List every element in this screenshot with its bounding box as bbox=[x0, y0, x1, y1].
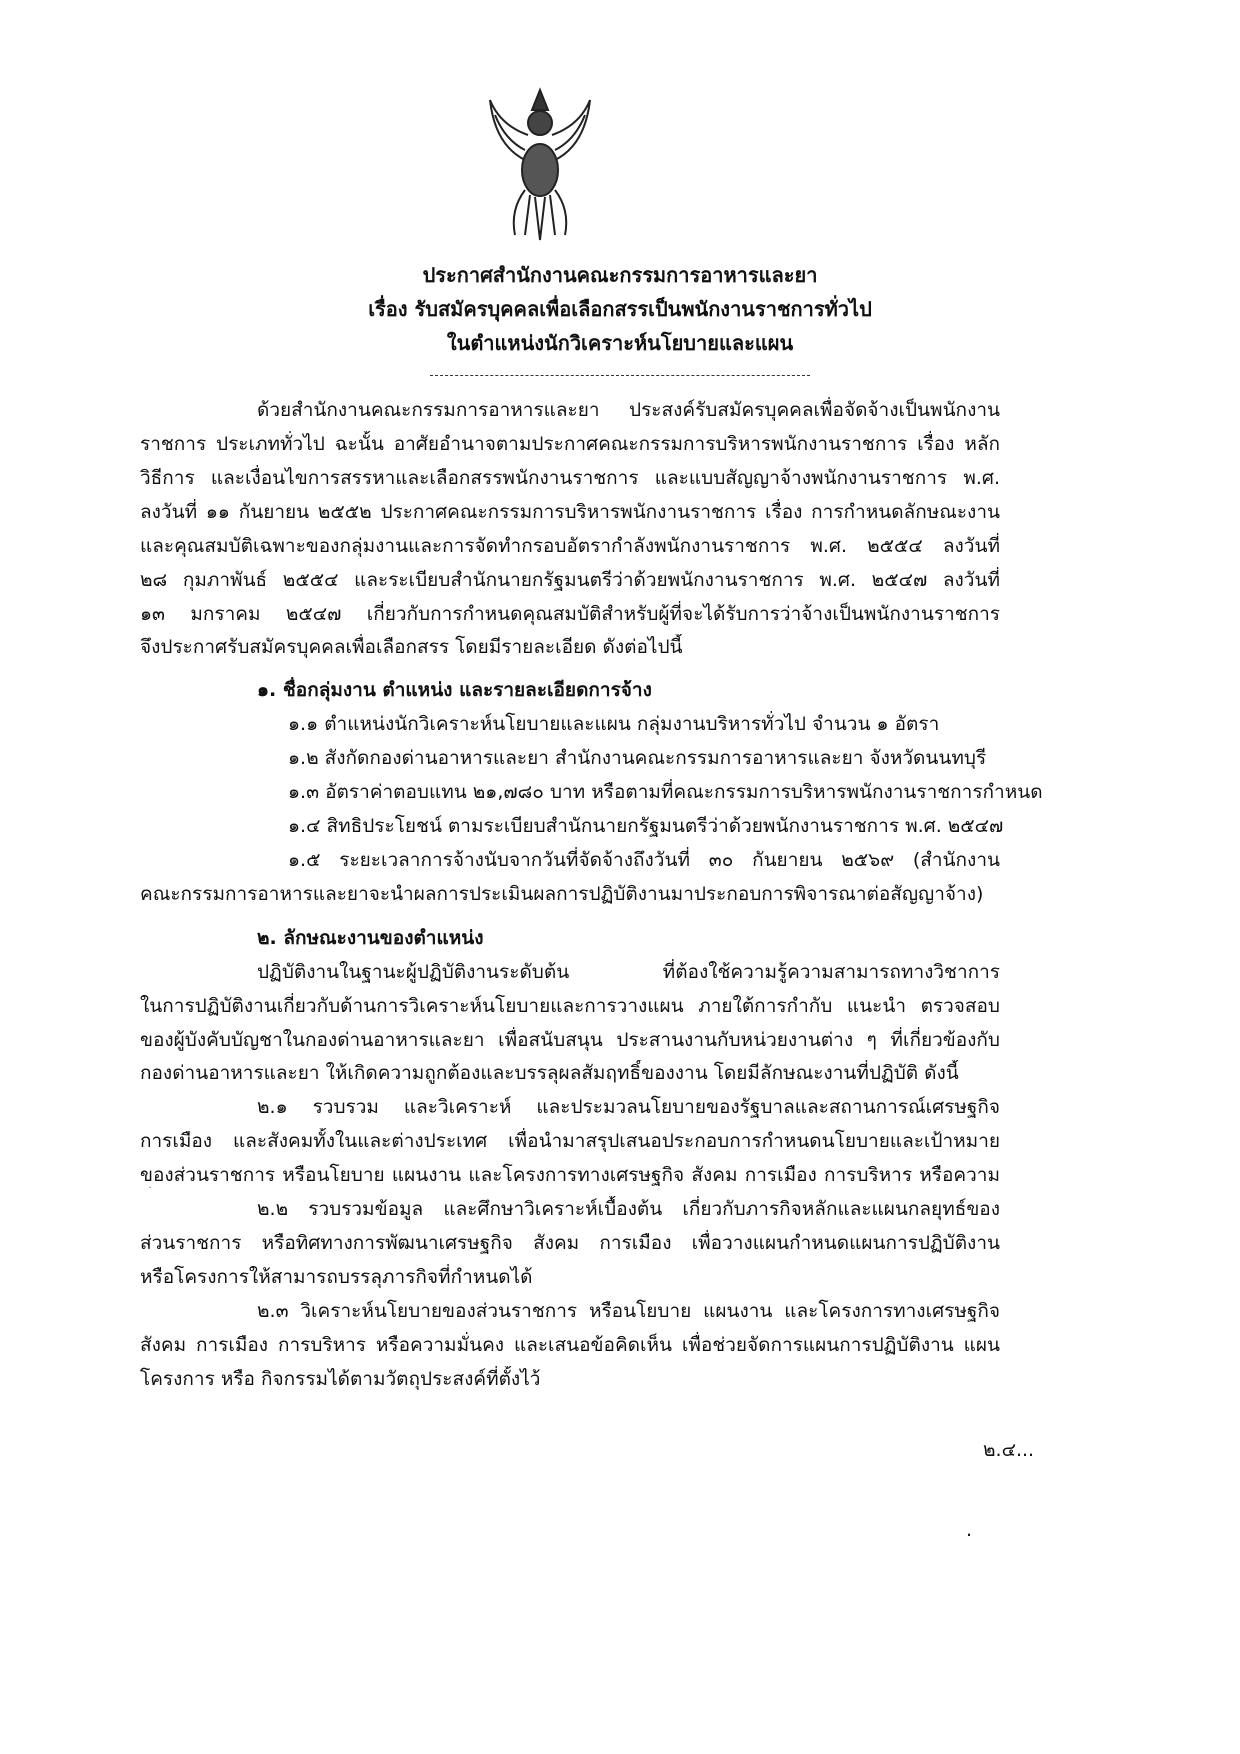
page-mark: . bbox=[966, 1519, 973, 1541]
body-text-line: ในการปฏิบัติงานเกี่ยวกับด้านการวิเคราะห์นโยบายและการวางแผน ภายใต้การกำกับ แนะนำ ตรวจสอบ bbox=[140, 995, 1000, 1017]
body-text-line: วิธีการ และเงื่อนไขการสรรหาและเลือกสรรพนักงานราชการ และแบบสัญญาจ้างพนักงานราชการ พ.ศ. bbox=[140, 467, 1000, 489]
section-heading: ๑. ชื่อกลุ่มงาน ตำแหน่ง และรายละเอียดการจ้าง bbox=[257, 679, 652, 701]
body-text-line: การเมือง และสังคมทั้งในและต่างประเทศ เพื่อนำมาสรุปเสนอประกอบการกำหนดนโยบายและเป้าหมาย bbox=[140, 1130, 1000, 1152]
body-text-line: ด้วยสำนักงานคณะกรรมการอาหารและยา ประสงค์รับสมัครบุคคลเพื่อจัดจ้างเป็นพนักงาน bbox=[257, 399, 1000, 421]
body-text-line: จึงประกาศรับสมัครบุคคลเพื่อเลือกสรร โดยมีรายละเอียด ดังต่อไปนี้ bbox=[140, 636, 683, 658]
body-text-line: ส่วนราชการ หรือทิศทางการพัฒนาเศรษฐกิจ สังคม การเมือง เพื่อวางแผนกำหนดแผนการปฏิบัติงาน bbox=[140, 1232, 1000, 1254]
body-text-line: ๒.๑ รวบรวม และวิเคราะห์ และประมวลนโยบายของรัฐบาลและสถานการณ์เศรษฐกิจ bbox=[257, 1096, 1000, 1118]
page-continuation: ๒.๔... bbox=[983, 1439, 1035, 1461]
divider bbox=[430, 375, 810, 376]
title-line-3: ในตำแหน่งนักวิเคราะห์นโยบายและแผน bbox=[446, 331, 794, 355]
body-text-line: ๑.๓ อัตราค่าตอบแทน ๒๑,๗๘๐ บาท หรือตามที่คณะกรรมการบริหารพนักงานราชการกำหนด bbox=[288, 781, 1043, 803]
body-text-line: ปฏิบัติงานในฐานะผู้ปฏิบัติงานระดับต้น ที่ต้องใช้ความรู้ความสามารถทางวิชาการ bbox=[257, 961, 1000, 983]
body-text-line: คณะกรรมการอาหารและยาจะนำผลการประเมินผลการปฏิบัติงานมาประกอบการพิจารณาต่อสัญญาจ้าง) bbox=[140, 883, 984, 905]
body-text-line: ๑.๕ ระยะเวลาการจ้างนับจากวันที่จัดจ้างถึงวันที่ ๓๐ กันยายน ๒๕๖๙ (สำนักงาน bbox=[288, 849, 1000, 871]
section-heading: ๒. ลักษณะงานของตำแหน่ง bbox=[257, 927, 484, 949]
body-text-line: ๑.๒ สังกัดกองด่านอาหารและยา สำนักงานคณะกรรมการอาหารและยา จังหวัดนนทบุรี bbox=[288, 747, 987, 769]
body-text-line: ๑.๔ สิทธิประโยชน์ ตามระเบียบสำนักนายกรัฐมนตรีว่าด้วยพนักงานราชการ พ.ศ. ๒๕๔๗ bbox=[288, 815, 1004, 837]
garuda-emblem-icon bbox=[480, 85, 600, 245]
body-text-line: ๒๘ กุมภาพันธ์ ๒๕๕๔ และระเบียบสำนักนายกรัฐมนตรีว่าด้วยพนักงานราชการ พ.ศ. ๒๕๔๗ ลงวันที่ bbox=[140, 569, 1000, 591]
title-line-2: เรื่อง รับสมัครบุคคลเพื่อเลือกสรรเป็นพนักงานราชการทั่วไป bbox=[368, 297, 872, 321]
body-text-line: กองด่านอาหารและยา ให้เกิดความถูกต้องและบรรลุผลสัมฤทธิ์ของงาน โดยมีลักษณะงานที่ปฏิบัติ ดังนี้ bbox=[140, 1062, 959, 1084]
title-line-1: ประกาศสำนักงานคณะกรรมการอาหารและยา bbox=[422, 263, 818, 287]
body-text-line: ของส่วนราชการ หรือนโยบาย แผนงาน และโครงการทางเศรษฐกิจ สังคม การเมือง การบริหาร หรือความ bbox=[140, 1164, 1000, 1186]
body-text-line: ราชการ ประเภททั่วไป ฉะนั้น อาศัยอำนาจตามประกาศคณะกรรมการบริหารพนักงานราชการ เรื่อง หลัก bbox=[140, 433, 1000, 455]
body-text-line: ๑๓ มกราคม ๒๕๔๗ เกี่ยวกับการกำหนดคุณสมบัติสำหรับผู้ที่จะได้รับการว่าจ้างเป็นพนักงานราชการ bbox=[140, 603, 1000, 625]
body-text-line: ๑.๑ ตำแหน่งนักวิเคราะห์นโยบายและแผน กลุ่มงานบริหารทั่วไป จำนวน ๑ อัตรา bbox=[288, 713, 940, 735]
body-text-line: หรือโครงการให้สามารถบรรลุภารกิจที่กำหนดได้ bbox=[140, 1266, 533, 1288]
body-text-line: ของผู้บังคับบัญชาในกองด่านอาหารและยา เพื่อสนับสนุน ประสานงานกับหน่วยงานต่าง ๆ ที่เกี่ยวข้องกับ bbox=[140, 1029, 1000, 1051]
body-text-line: และคุณสมบัติเฉพาะของกลุ่มงานและการจัดทำกรอบอัตรากำลังพนักงานราชการ พ.ศ. ๒๕๕๔ ลงวันที่ bbox=[140, 535, 1000, 557]
body-text-line: ลงวันที่ ๑๑ กันยายน ๒๕๕๒ ประกาศคณะกรรมการบริหารพนักงานราชการ เรื่อง การกำหนดลักษณะงาน bbox=[140, 501, 1000, 523]
body-text-line: ๒.๓ วิเคราะห์นโยบายของส่วนราชการ หรือนโยบาย แผนงาน และโครงการทางเศรษฐกิจ bbox=[257, 1300, 1000, 1322]
body-text-line: สังคม การเมือง การบริหาร หรือความมั่นคง และเสนอข้อคิดเห็น เพื่อช่วยจัดการแผนการปฏิบัติงาน แผน bbox=[140, 1334, 1000, 1356]
body-text-line: ๒.๒ รวบรวมข้อมูล และศึกษาวิเคราะห์เบื้องต้น เกี่ยวกับภารกิจหลักและแผนกลยุทธ์ของ bbox=[257, 1198, 1000, 1220]
body-text-line: โครงการ หรือ กิจกรรมได้ตามวัตถุประสงค์ที่ตั้งไว้ bbox=[140, 1368, 541, 1390]
